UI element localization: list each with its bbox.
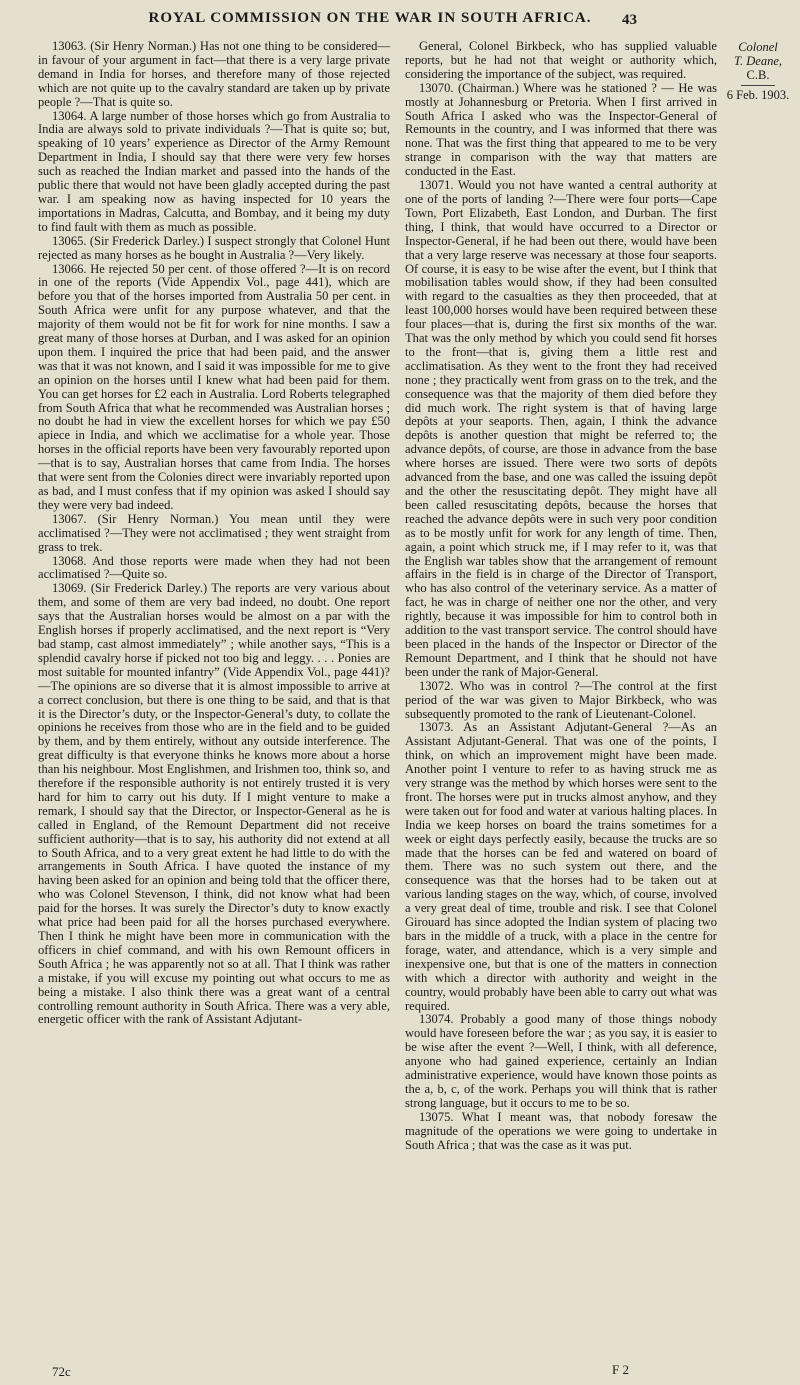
sidenote-honours: C.B. [746, 68, 770, 82]
right-column-paragraph: 13075. What I meant was, that nobody foresaw the magnitude of the operations we were going to undertake in South Africa ; that was the case as it was put. [405, 1109, 717, 1152]
right-column-paragraph: 13071. Would you not have wanted a central authority at one of the ports of landing ?—There were four ports—Cape Town, Port Elizabeth, East London, and Durban. The first thing, I think, that would have occurred to a Director or Inspector-General, if he had been out there, would have been that a very large reserve was necessary at those four seaports. Of course, it is easy to be wise after the event, but I think that mobilisation tables would show, if they had been consulted with regard to the casualties as they then proceeded, that at least 100,000 horses would have been required between these four places—that is, during the first six months of the war. That was the only method by which you could send fit horses to the front—that is, giving them a little rest and acclimatisation. As they went to the front they had received none ; they practically went from grass on to the trek, and the consequence was that the majority of them died before they did much work. The right system is that of having large depôts at your seaports. Then, again, I think the advance depôts is another question that might be referred to; the advance depôts, of course, are those in advance from the base where horses are issued. There were two sorts of depôts advanced from the base, and one was called the issuing depôt and the other the resuscitating depôt. They might have all been called resuscitating depôts, because the horses that reached the advance depôts were in such very poor condition as to be mostly unfit for work for any length of time. Then, again, a point which struck me, if I may refer to it, was that the English war tables show that the arrangement of remount affairs in the field is in charge of the Director of Transport, who has also control of the veterinary service. As a matter of fact, he was in charge of neither one nor the other, and very rightly, because it was impossible for him to control both in addition to the vast transport service. The control should have been placed in the hands of the Inspector or Director of the Remount Department, and I think that he should not have been under the rank of Major-General. [405, 178, 717, 679]
sidenote-rule [741, 85, 775, 86]
margin-sidenote [718, 40, 798, 102]
right-column-paragraph: 13073. As an Assistant Adjutant-General ?—As an Assistant Adjutant-General. That was one of the points, I think, on which an improvement might have been made. Another point I venture to refer to as having struck me as very strange was the method by which horses were sent to the front. The horses were put in trucks almost anyhow, and they were taken out for food and water at various halting places. In India we keep horses on board the trains sometimes for a week or eight days perfectly easily, because the trucks are so made that the horses can be fed and watered on board of them. There was no such system out there, and the consequence was that the horses had to be taken out at various landing stages on the way, which, of course, involved a very great deal of time, trouble and risk. I see that Colonel Girouard has since adopted the Indian system of placing two bars in the middle of a truck, with a place in the centre for forage, water, and attendance, which is a very simple and inexpensive one, but that is one of the matters in connection with which a director with authority and weight in the country, would probably have been able to carry out what was required. [405, 720, 717, 1013]
left-column-paragraph: 13064. A large number of those horses which go from Australia to India are always sold to private individuals ?—That is quite so; but, speaking of 10 years’ experience as Director of the Army Remount Department in India, I should say that there were very few horses such as reached the Indian market and passed into the hands of the public there that would not have been gladly accepted during the past war. I am speaking now as having inspected for 10 years the importations in Madras, Calcutta, and Bombay, and it being my duty to find fault with them as much as possible. [38, 108, 390, 234]
left-column-paragraph: 13067. (Sir Henry Norman.) You mean until they were acclimatised ?—They were not acclimatised ; they went straight from grass to trek. [38, 511, 390, 554]
running-head: ROYAL COMMISSION ON THE WAR IN SOUTH AFRICA. [148, 10, 592, 26]
sidenote-witness: Colonel [738, 40, 778, 54]
right-column [405, 40, 717, 1153]
left-column-paragraph: 13068. And those reports were made when they had not been acclimatised ?—Quite so. [38, 553, 390, 582]
left-column-paragraph: 13069. (Sir Frederick Darley.) The reports are very various about them, and some of them are very bad indeed, no doubt. One report says that the Australian horses would be almost on a par with the English horses if properly acclimatised, and the next report is “Very bad stamp, cast almost immediately” ; while another says, “This is a splendid cavalry horse if picked not too big and leggy. . . . Ponies are most suitable for mounted infantry” (Vide Appendix Vol., page 441)?—The opinions are so diverse that it is almost impossible to arrive at a correct conclusion, but there is one thing to be said, and that is that it is the Director’s duty, or the Inspector-General’s duty, to collate the opinions he receives from those who are in the field and to be guided by them, and by them entirely, without any outside interference. The great difficulty is that everyone thinks he knows more about a horse than his neighbour. Most Englishmen, and Irishmen too, think so, and therefore if the responsible authority is not entirely trusted it is very hard for him to carry out his duty. If I might venture to make a remark, I should say that the Director, or Inspector-General as he is called in England, of the Remount Department did not receive sufficient authority—that is to say, his authority did not extend at all to South Africa, and to a very great extent he had little to do with the arrangements in South Africa. I have quoted the instance of my having been asked for an opinion and being told that the officer there, who was Colonel Stevenson, I think, did not know what had been paid for the horses. It was surely the Director’s duty to know exactly what price had been paid for all the horses purchased everywhere. Then I think he might have been more in communication with the officers in chief command, and with his own Remount officers in South Africa ; he was apparently not so at all. That I think was rather a mistake, if you will excuse my pointing out what occurs to me as being a mistake. I also think there was a great want of a central controlling remount authority in South Africa. There was a very able, energetic officer with the rank of Assistant Adjutant- [38, 581, 390, 1027]
sidenote-name: T. Deane, [733, 54, 783, 68]
left-column-paragraph: 13065. (Sir Frederick Darley.) I suspect strongly that Colonel Hunt rejected as many horses as he bought in Australia ?—Very likely. [38, 233, 390, 262]
printer-signature: 72c [52, 1364, 71, 1379]
sidenote-date: 6 Feb. 1903. [726, 88, 790, 102]
right-column-paragraph: 13070. (Chairman.) Where was he stationed ? — He was mostly at Johannesburg or Pretoria. When I first arrived in South Africa I asked who was the Inspector-General of Remounts in the country, and I was informed that there was none. That was the first thing that appeared to me to be very strange in comparison with the way that matters are conducted in the East. [405, 80, 717, 179]
left-column-paragraph: 13063. (Sir Henry Norman.) Has not one thing to be considered—in favour of your argument in fact—that there is a very large private demand in India for horses, and therefore many of those rejected which are not quite up to the cavalry standard are taken up by private people ?—That is quite so. [38, 39, 390, 109]
sheet-signature: F 2 [612, 1362, 629, 1377]
right-column-paragraph: 13072. Who was in control ?—The control at the first period of the war was given to Major Birkbeck, who was subsequently promoted to the rank of Lieutenant-Colonel. [405, 678, 717, 721]
page-number: 43 [622, 12, 637, 28]
right-column-paragraph: General, Colonel Birkbeck, who has supplied valuable reports, but he had not that weight or authority which, considering the importance of the subject, was required. [405, 39, 717, 81]
left-column [38, 40, 390, 1027]
left-column-paragraph: 13066. He rejected 50 per cent. of those offered ?—It is on record in one of the reports (Vide Appendix Vol., page 441), which are before you that of the horses imported from Australia 50 per cent. in South Africa were unfit for any purpose whatever, and that the majority of them would not be fit for work for nine months. I saw a great many of those horses at Durban, and I was asked for an opinion upon them. I inquired the price that had been paid, and the answer was that it was not known, and I said it was impossible for me to give an opinion on the horses until I knew what had been paid for them. You can get horses for £2 each in Australia. Lord Roberts telegraphed from South Africa that what he recommended was Australian horses ; no doubt he had in view the excellent horses for which we pay £50 apiece in India, and which we acclimatise for a whole year. Those horses in the official reports have been very favourably reported upon—that is to say, Australian horses that came from India. The horses that were sent from the Colonies direct were invariably reported upon as bad, and I must confess that if my opinion was asked I should say they were very bad indeed. [38, 261, 390, 512]
right-column-paragraph: 13074. Probably a good many of those things nobody would have foreseen before the war ; as you say, it is easier to be wise after the event ?—Well, I think, with all deference, anyone who had gained experience, certainly an Indian administrative experience, would have known those points as the a, b, c, of the work. Perhaps you will think that is rather strong language, but it occurs to me to be so. [405, 1012, 717, 1110]
